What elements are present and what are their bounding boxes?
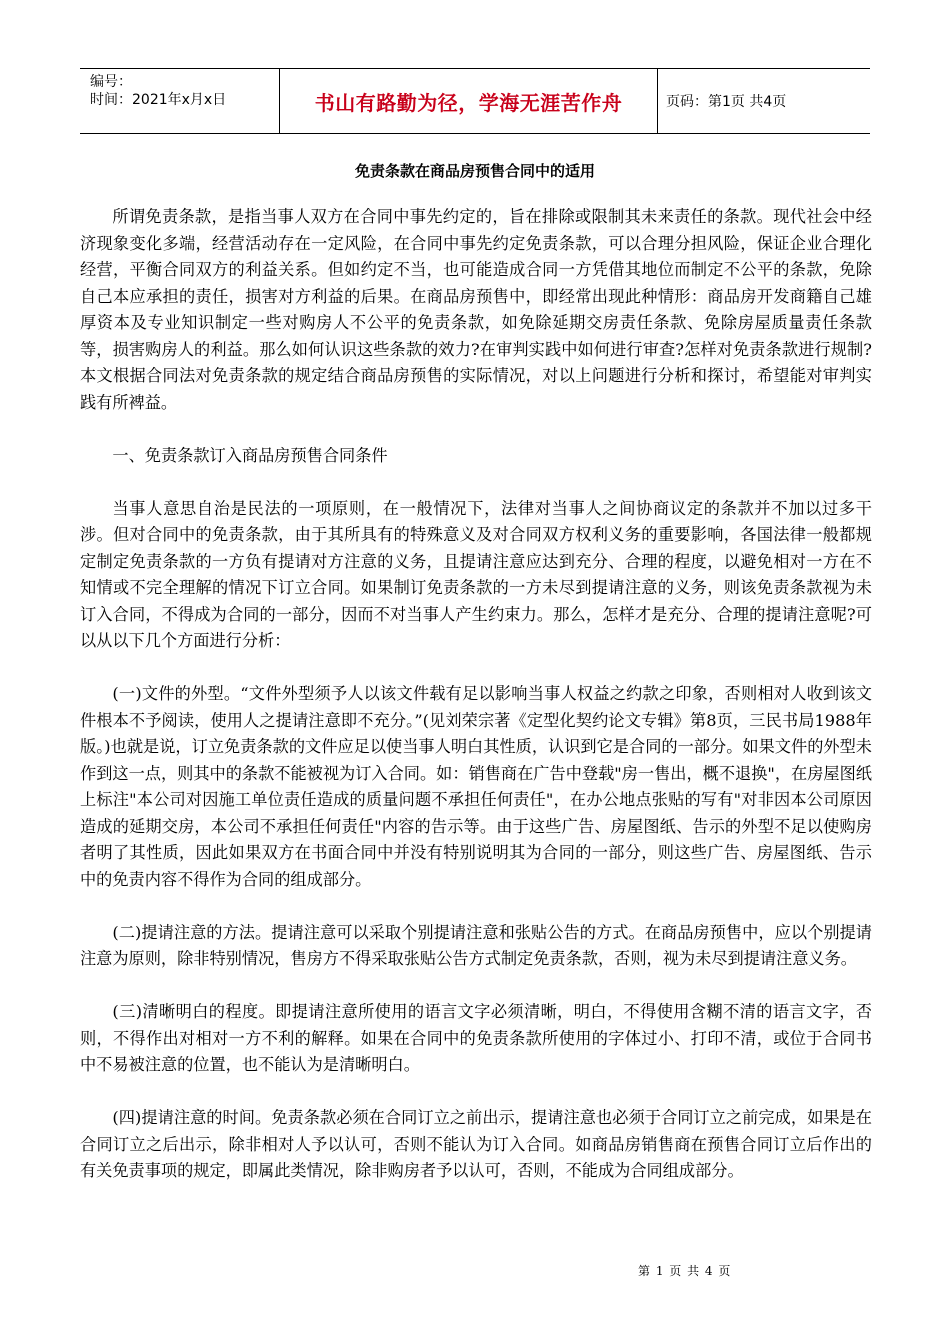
header-page-info: 页码：第1页 共4页 [666, 94, 787, 110]
paragraph: (三)清晰明白的程度。即提请注意所使用的语言文字必须清晰，明白，不得使用含糊不清的语言文字，否则，不得作出对相对一方不利的解释。如果在合同中的免责条款所使用的字体过小、打印不清，或位于合同书中不易被注意的位置，也不能认为是清晰明白。 [80, 1002, 872, 1074]
paragraph: (二)提请注意的方法。提请注意可以采取个别提请注意和张贴公告的方式。在商品房预售中，应以个别提请注意为原则，除非特别情况，售房方不得采取张贴公告方式制定免责条款，否则，视为未尽到提请注意义务。 [80, 922, 872, 968]
paragraph: (四)提请注意的时间。免责条款必须在合同订立之前出示，提请注意也必须于合同订立之前完成，如果是在合同订立之后出示，除非相对人予以认可，否则不能认为订入合同。如商品房销售商在预售合同订立后作出的有关免责事项的规定，即属此类情况，除非购房者予以认可，否则，不能成为合同组成部分。 [80, 1108, 872, 1180]
header-meta [80, 69, 280, 133]
serial-label: 编号： [90, 74, 132, 90]
paragraph: (一)文件的外型。“文件外型须予人以该文件载有足以影响当事人权益之约款之印象，否则相对人收到该文件根本不予阅读，使用人之提请注意即不充分。”(见刘荣宗著《定型化契约论文专辑》第8页，三民书局1988年版。)也就是说，订立免责条款的文件应足以使当事人明白其性质，认识到它是合同的一部分。如果文件的外型未作到这一点，则其中的条款不能被视为订入合同。如：销售商在广告中登载"房一售出，概不退换"，在房屋图纸上标注"本公司对因施工单位责任造成的质量问题不承担任何责任"，在办公地点张贴的写有"对非因本公司原因造成的延期交房，本公司不承担任何责任"内容的告示等。由于这些广告、房屋图纸、告示的外型不足以使购房者明了其性质，因此如果双方在书面合同中并没有特别说明其为合同的一部分，则这些广告、房屋图纸、告示中的免责内容不得作为合同的组成部分。 [80, 684, 872, 889]
document-title: 免责条款在商品房预售合同中的适用 [354, 162, 595, 180]
header-motto: 书山有路勤为径，学海无涯苦作舟 [280, 69, 658, 133]
date-label: 时间：2021年x月x日 [90, 92, 227, 108]
paragraph: 当事人意思自治是民法的一项原则，在一般情况下，法律对当事人之间协商议定的条款并不加以过多干涉。但对合同中的免责条款，由于其所具有的特殊意义及对合同双方权利义务的重要影响，各国法律一般都规定制定免责条款的一方负有提请对方注意的义务，且提请注意应达到充分、合理的程度，以避免相对一方在不知情或不完全理解的情况下订立合同。如果制订免责条款的一方未尽到提请注意的义务，则该免责条款视为未订入合同，不得成为合同的一部分，因而不对当事人产生约束力。那么，怎样才是充分、合理的提请注意呢?可以从以下几个方面进行分析： [80, 498, 872, 650]
paragraph: 所谓免责条款，是指当事人双方在合同中事先约定的，旨在排除或限制其未来责任的条款。现代社会中经济现象变化多端，经营活动存在一定风险，在合同中事先约定免责条款，可以合理分担风险，保证企业合理化经营，平衡合同双方的利益关系。但如约定不当，也可能造成合同一方凭借其地位而制定不公平的条款，免除自己本应承担的责任，损害对方利益的后果。在商品房预售中，即经常出现此种情形：商品房开发商籍自己雄厚资本及专业知识制定一些对购房人不公平的免责条款，如免除延期交房责任条款、免除房屋质量责任条款等，损害购房人的利益。那么如何认识这些条款的效力?在审判实践中如何进行审查?怎样对免责条款进行规制?本文根据合同法对免责条款的规定结合商品房预售的实际情况，对以上问题进行分析和探讨，希望能对审判实践有所裨益。 [80, 207, 872, 412]
document-body [80, 204, 872, 1211]
section-heading: 一、免责条款订入商品房预售合同条件 [112, 445, 388, 465]
page-footer: 第 1 页 共 4 页 [638, 1264, 732, 1278]
page-header [80, 68, 870, 134]
